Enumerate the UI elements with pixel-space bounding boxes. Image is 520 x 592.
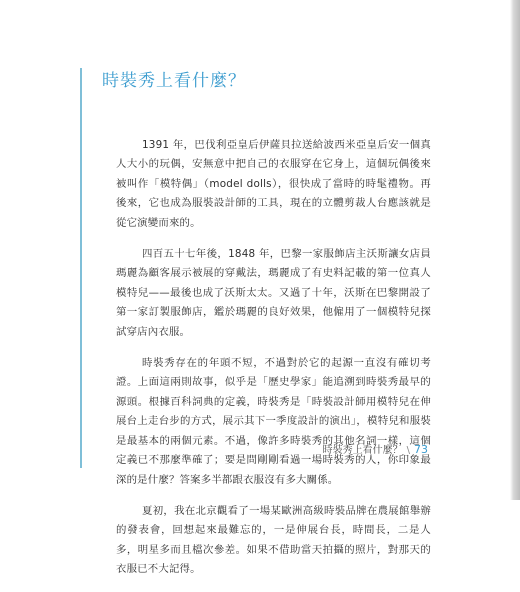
paragraph-1: 1391 年，巴伐利亞皇后伊薩貝拉送給波西米亞皇后安一個真人大小的玩偶，安無意中把自己的衣服穿在它身上，這個玩偶後來被叫作「模特偶」（model dolls），很快成了當時的時髦禮物。再後來，它也成為服裝設計師的工具，現在的立體剪裁人台應該就是從它演變而來的。 (116, 139, 431, 229)
chapter-accent-rule (80, 68, 82, 468)
page-footer (323, 441, 428, 456)
paragraph-3: 時裝秀存在的年頭不短，不過對於它的起源一直沒有確切考證。上面這兩則故事，似乎是「歷史學家」能追溯到時裝秀最早的源頭。根據百科詞典的定義，時裝秀是「時裝設計師用模特兒在伸展台上走台步的方式，展示其下一季度設計的演出」，模特兒和服裝是最基本的兩個元素。不過，像許多時裝秀的其他名詞一樣，這個定義已不那麼準確了；要是問剛剛看過一場時裝秀的人，你印象最深的是什麼？答案多半都跟衣服沒有多大關係。 (116, 357, 431, 486)
page-number: 73 (414, 443, 428, 456)
paragraph-4: 夏初，我在北京觀看了一場某歐洲高級時裝品牌在農展館舉辦的發表會，回想起來最難忘的，一是伸展台長，時間長，二是人多，明星多而且檔次參差。如果不借助當天拍攝的照片，對那天的衣服已不大記得。 (116, 504, 431, 576)
paragraph-2: 四百五十七年後，1848 年，巴黎一家服飾店主沃斯讓女店員瑪麗為顧客展示被展的穿戴法，瑪麗成了有史料記載的第一位真人模特兒——最後也成了沃斯太太。又過了十年，沃斯在巴黎開設了第一家訂製服飾店，鑑於瑪麗的良好效果，他僱用了一個模特兒探試穿店內衣服。 (116, 248, 431, 338)
footer-separator: \ (406, 445, 410, 456)
chapter-title: 時裝秀上看什麼？ (102, 71, 246, 91)
body-text (116, 136, 431, 592)
running-title: 時裝秀上看什麼？ (322, 445, 403, 456)
page-spine-shadow (510, 0, 520, 500)
